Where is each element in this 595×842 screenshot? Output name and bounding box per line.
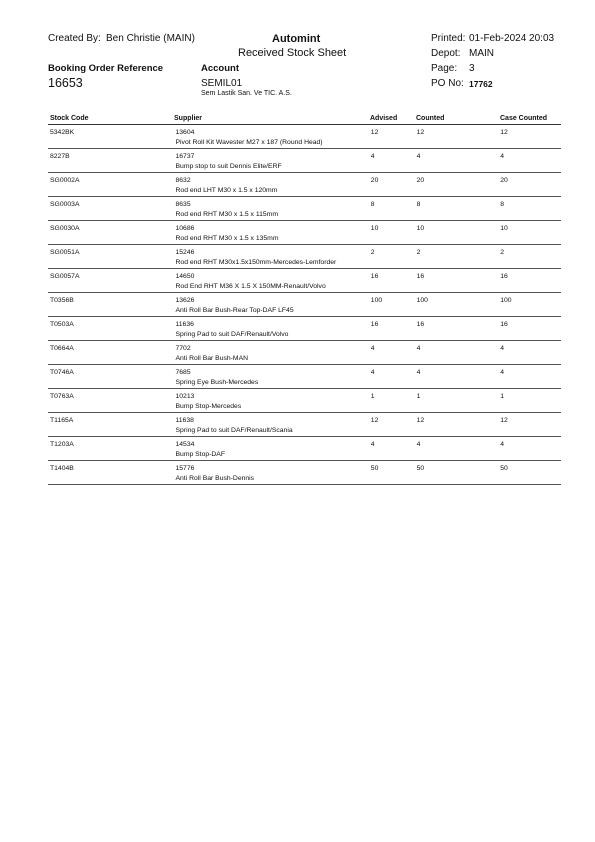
page-number: 3 <box>469 63 475 74</box>
supplier-description-cell: Anti Roll Bar Bush-Rear Top-DAF LF45 <box>175 307 294 314</box>
supplier-description-cell: Spring Pad to suit DAF/Renault/Volvo <box>175 331 289 338</box>
table-row <box>48 221 561 245</box>
case-counted-cell: 20 <box>500 177 508 184</box>
table-row <box>48 269 561 293</box>
stock-code-cell: SG0003A <box>50 201 80 208</box>
stock-code-cell: 8227B <box>50 153 70 160</box>
advised-cell: 10 <box>370 225 379 232</box>
case-counted-cell: 1 <box>500 393 505 400</box>
table-row <box>48 365 561 389</box>
col-header-supplier: Supplier <box>174 115 203 122</box>
stock-code-cell: T0356B <box>50 297 74 304</box>
stock-code-cell: SG0002A <box>50 177 80 184</box>
table-row <box>48 173 561 197</box>
table-row <box>48 125 561 149</box>
counted-cell: 2 <box>416 249 421 256</box>
stock-code-cell: T0664A <box>50 345 74 352</box>
page-label: Page: <box>431 63 458 74</box>
case-counted-cell: 12 <box>500 129 508 136</box>
counted-cell: 4 <box>416 369 421 376</box>
stock-code-cell: T1203A <box>50 441 74 448</box>
advised-cell: 4 <box>370 369 375 376</box>
col-header-advised: Advised <box>370 115 398 122</box>
col-header-case-counted: Case Counted <box>500 115 548 122</box>
counted-cell: 16 <box>416 321 425 328</box>
table-row <box>48 461 561 485</box>
stock-code-cell: 5342BK <box>50 129 75 136</box>
case-counted-cell: 16 <box>500 321 508 328</box>
supplier-number-cell: 8635 <box>175 201 191 208</box>
case-counted-cell: 16 <box>500 273 508 280</box>
stock-code-cell: T0746A <box>50 369 74 376</box>
booking-ref-label: Booking Order Reference <box>48 63 164 74</box>
case-counted-cell: 8 <box>500 201 505 208</box>
advised-cell: 50 <box>370 465 379 472</box>
supplier-description-cell: Rod end RHT M30 x 1.5 x 135mm <box>175 235 279 242</box>
col-header-counted: Counted <box>416 115 445 122</box>
table-row <box>48 293 561 317</box>
sheet-title: Received Stock Sheet <box>238 47 347 59</box>
printed-label: Printed: <box>431 33 466 44</box>
advised-cell: 100 <box>370 297 383 304</box>
advised-cell: 4 <box>370 153 375 160</box>
supplier-number-cell: 11636 <box>175 321 194 328</box>
account-code: SEMIL01 <box>201 78 243 89</box>
supplier-number-cell: 10213 <box>175 393 195 400</box>
supplier-number-cell: 16737 <box>175 153 195 160</box>
stock-code-cell: T1165A <box>50 417 74 424</box>
po-label: PO No: <box>431 78 464 89</box>
supplier-description-cell: Bump Stop-Mercedes <box>175 403 242 410</box>
supplier-number-cell: 15776 <box>175 465 195 472</box>
supplier-description-cell: Rod end RHT M30x1.5x150mm-Mercedes-Lemforder <box>175 259 337 266</box>
supplier-number-cell: 15246 <box>175 249 195 256</box>
case-counted-cell: 4 <box>500 345 505 352</box>
counted-cell: 8 <box>416 201 421 208</box>
counted-cell: 4 <box>416 345 421 352</box>
table-row <box>48 389 561 413</box>
advised-cell: 12 <box>370 129 379 136</box>
case-counted-cell: 4 <box>500 369 505 376</box>
supplier-description-cell: Rod end LHT M30 x 1.5 x 120mm <box>175 187 278 194</box>
supplier-description-cell: Bump stop to suit Dennis Elite/ERF <box>175 163 282 170</box>
case-counted-cell: 10 <box>500 225 508 232</box>
account-label: Account <box>201 63 239 74</box>
printed-value: 01-Feb-2024 20:03 <box>469 33 555 44</box>
counted-cell: 10 <box>416 225 425 232</box>
supplier-number-cell: 11638 <box>175 417 194 424</box>
advised-cell: 2 <box>370 249 375 256</box>
advised-cell: 16 <box>370 321 379 328</box>
table-row <box>48 413 561 437</box>
counted-cell: 4 <box>416 441 421 448</box>
case-counted-cell: 100 <box>500 297 512 304</box>
stock-code-cell: SG0030A <box>50 225 80 232</box>
booking-ref-value: 16653 <box>48 76 83 90</box>
case-counted-cell: 4 <box>500 153 505 160</box>
table-row <box>48 245 561 269</box>
stock-code-cell: SG0057A <box>50 273 80 280</box>
supplier-number-cell: 10686 <box>175 225 195 232</box>
table-row <box>48 437 561 461</box>
account-name: Sem Lastik San. Ve TIC. A.S. <box>201 90 292 97</box>
table-row <box>48 317 561 341</box>
table-row <box>48 149 561 173</box>
stock-table <box>48 125 561 485</box>
counted-cell: 12 <box>416 417 425 424</box>
supplier-number-cell: 14650 <box>175 273 195 280</box>
counted-cell: 50 <box>416 465 425 472</box>
supplier-number-cell: 13626 <box>175 297 195 304</box>
stock-code-cell: T1404B <box>50 465 74 472</box>
advised-cell: 20 <box>370 177 379 184</box>
table-row <box>48 341 561 365</box>
table-row <box>48 197 561 221</box>
supplier-description-cell: Anti Roll Bar Bush-MAN <box>175 355 249 362</box>
counted-cell: 16 <box>416 273 425 280</box>
supplier-number-cell: 7702 <box>175 345 191 352</box>
advised-cell: 8 <box>370 201 375 208</box>
stock-code-cell: T0503A <box>50 321 74 328</box>
advised-cell: 4 <box>370 441 375 448</box>
created-by-value: Ben Christie (MAIN) <box>106 33 195 44</box>
created-by-label: Created By: <box>48 33 101 44</box>
advised-cell: 1 <box>370 393 375 400</box>
counted-cell: 4 <box>416 153 421 160</box>
advised-cell: 12 <box>370 417 379 424</box>
supplier-description-cell: Rod end RHT M30 x 1.5 x 115mm <box>175 211 279 218</box>
depot-label: Depot: <box>431 48 461 59</box>
col-header-stock-code: Stock Code <box>50 115 89 122</box>
case-counted-cell: 50 <box>500 465 508 472</box>
advised-cell: 4 <box>370 345 375 352</box>
stock-code-cell: T0763A <box>50 393 74 400</box>
supplier-description-cell: Spring Eye Bush-Mercedes <box>175 379 259 386</box>
case-counted-cell: 4 <box>500 441 505 448</box>
counted-cell: 1 <box>416 393 421 400</box>
case-counted-cell: 12 <box>500 417 508 424</box>
supplier-number-cell: 13604 <box>175 129 195 136</box>
counted-cell: 20 <box>416 177 425 184</box>
advised-cell: 16 <box>370 273 379 280</box>
depot-value: MAIN <box>469 48 494 59</box>
stock-code-cell: SG0051A <box>50 249 80 256</box>
case-counted-cell: 2 <box>500 249 505 256</box>
supplier-description-cell: Bump Stop-DAF <box>175 451 225 458</box>
counted-cell: 100 <box>416 297 428 304</box>
supplier-description-cell: Anti Roll Bar Bush-Dennis <box>175 475 255 482</box>
company-name: Automint <box>272 33 321 45</box>
supplier-description-cell: Rod End RHT M36 X 1.5 X 150MM-Renault/Volvo <box>175 283 326 290</box>
supplier-description-cell: Pivot Roll Kit Wavester M27 x 187 (Round Head) <box>175 139 323 146</box>
counted-cell: 12 <box>416 129 425 136</box>
supplier-number-cell: 14534 <box>175 441 195 448</box>
po-number: 17762 <box>469 79 493 89</box>
supplier-number-cell: 7685 <box>175 369 191 376</box>
supplier-number-cell: 8632 <box>175 177 191 184</box>
supplier-description-cell: Spring Pad to suit DAF/Renault/Scania <box>175 427 293 434</box>
